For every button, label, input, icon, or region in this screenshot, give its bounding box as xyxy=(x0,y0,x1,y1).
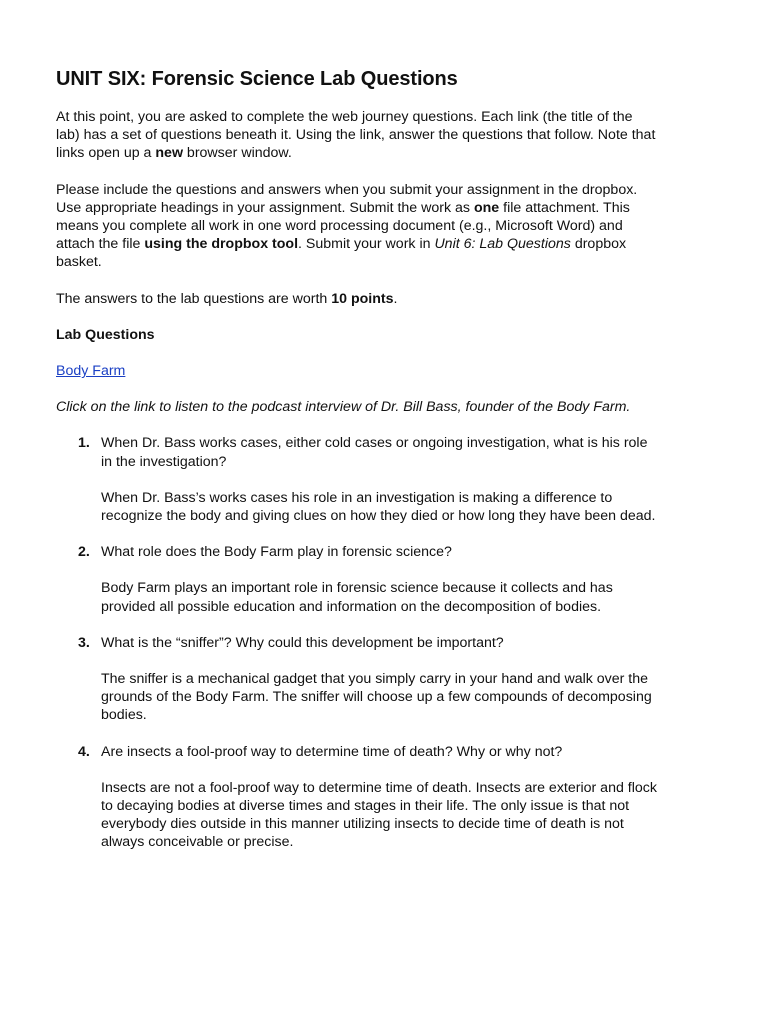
lab-link-paragraph xyxy=(56,362,658,380)
intro-end: browser window. xyxy=(182,145,292,162)
intro-text: At this point, you are asked to complete the web journey questions. Each link (the title of the lab) has a set of questions beneath it. Using the link, answer the questions that follow. Note that links open up a xyxy=(56,109,656,162)
question-item xyxy=(56,434,658,525)
questions-list xyxy=(56,434,658,851)
body-farm-link[interactable]: Body Farm xyxy=(56,363,126,380)
question-item xyxy=(56,543,658,616)
question-number: 3. xyxy=(78,634,90,651)
instruction-paragraph: Click on the link to listen to the podcast interview of Dr. Bill Bass, founder of the Body Farm. xyxy=(56,399,631,416)
answer-text: The sniffer is a mechanical gadget that you simply carry in your hand and walk over the grounds of the Body Farm. The sniffer will choose up a few compounds of decomposing bodies. xyxy=(101,671,652,724)
intro-bold-new: new xyxy=(155,145,183,162)
submission-bold-dropbox-tool: using the dropbox tool xyxy=(144,236,299,253)
submission-italic-unit: Unit 6: Lab Questions xyxy=(434,236,571,253)
question-text: Are insects a fool-proof way to determine time of death? Why or why not? xyxy=(101,743,563,760)
intro-paragraph xyxy=(56,108,658,163)
question-text: What is the “sniffer”? Why could this development be important? xyxy=(101,634,504,651)
lab-questions-heading: Lab Questions xyxy=(56,326,155,343)
submission-text-3: . Submit your work in xyxy=(298,236,435,253)
question-text: What role does the Body Farm play in forensic science? xyxy=(101,544,452,561)
question-number: 1. xyxy=(78,435,90,452)
points-bold: 10 points xyxy=(331,290,394,307)
question-item xyxy=(56,634,658,725)
answer-text: Body Farm plays an important role in forensic science because it collects and has provided all possible education and information on the decomposition of bodies. xyxy=(101,580,613,615)
page-title: UNIT SIX: Forensic Science Lab Questions xyxy=(56,68,458,90)
submission-text-4: dropbox basket. xyxy=(56,236,627,271)
answer-text: When Dr. Bass’s works cases his role in an investigation is making a difference to recognize the body and giving clues on how they died or how long they have been dead. xyxy=(101,489,656,525)
question-item xyxy=(56,743,658,852)
points-paragraph xyxy=(56,290,658,308)
question-number: 4. xyxy=(78,743,90,760)
question-number: 2. xyxy=(78,544,90,561)
submission-text-2: file attachment. This means you complete all work in one word processing document (e.g., Microsoft Word) and attach the file xyxy=(56,199,630,253)
submission-text-1: Please include the questions and answers when you submit your assignment in the dropbox. Use appropriate headings in your assignment. Submit the work as xyxy=(56,181,638,216)
question-text: When Dr. Bass works cases, either cold cases or ongoing investigation, what is his role in the investigation? xyxy=(101,435,648,470)
submission-paragraph xyxy=(56,181,658,272)
submission-bold-one: one xyxy=(473,199,500,216)
answer-text: Insects are not a fool-proof way to determine time of death. Insects are exterior and flock to decaying bodies at diverse times and stages in their life. The only issue is that not everybody dies outside in this manner utilizing insects to decide time of death is not always conceivable or precise. xyxy=(101,779,657,851)
points-text: The answers to the lab questions are worth xyxy=(56,290,332,307)
points-end: . xyxy=(393,290,398,307)
